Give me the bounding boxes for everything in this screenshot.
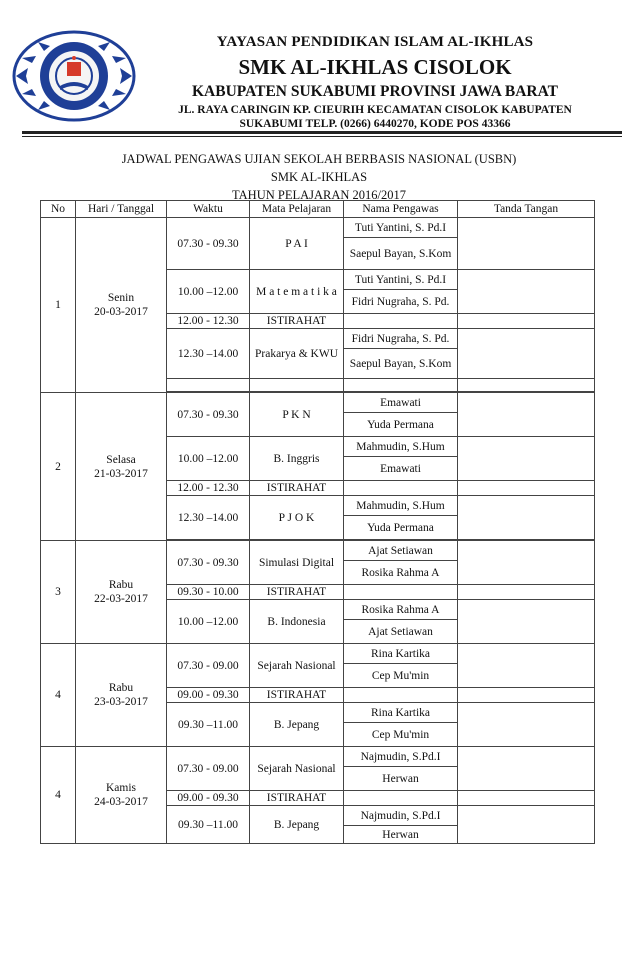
- cell-subject: Simulasi Digital: [250, 541, 344, 585]
- cell-time: 07.30 - 09.30: [167, 393, 250, 437]
- day-date: 22-03-2017: [94, 593, 148, 605]
- cell-supervisor: Yuda Permana: [344, 413, 458, 437]
- cell-supervisor: Najmudin, S.Pd.I: [344, 747, 458, 767]
- document-title: [0, 150, 638, 204]
- cell-day-date: [76, 218, 167, 393]
- foundation-name: YAYASAN PENDIDIKAN ISLAM AL-IKHLAS: [216, 34, 534, 50]
- cell-time: 07.30 - 09.00: [167, 747, 250, 791]
- col-header-no: No: [41, 201, 76, 218]
- cell-supervisor: [344, 481, 458, 496]
- cell-signature: [458, 496, 595, 540]
- cell-supervisor: Rosika Rahma A: [344, 600, 458, 620]
- cell-no: 4: [41, 747, 76, 844]
- table-row: [41, 541, 595, 561]
- cell-supervisor: Saepul Bayan, S.Kom: [344, 238, 458, 270]
- cell-subject: P K N: [250, 393, 344, 437]
- cell-time: 09.30 - 10.00: [167, 585, 250, 600]
- cell-signature: [458, 585, 595, 600]
- cell-time: 07.30 - 09.00: [167, 644, 250, 688]
- cell-time: 12.30 –14.00: [167, 329, 250, 379]
- cell-signature: [458, 393, 595, 437]
- day-name: Senin: [107, 292, 135, 304]
- day-date: 24-03-2017: [94, 796, 148, 808]
- cell-break-label: ISTIRAHAT: [250, 791, 344, 806]
- cell-supervisor: Herwan: [344, 826, 458, 844]
- cell-supervisor: Najmudin, S.Pd.I: [344, 806, 458, 826]
- table-header-row: [41, 201, 595, 218]
- cell-no: 1: [41, 218, 76, 393]
- cell-no: 2: [41, 393, 76, 541]
- header-divider-thick: [22, 131, 622, 134]
- cell-no: 4: [41, 644, 76, 747]
- cell-supervisor: Emawati: [344, 393, 458, 413]
- title-line-3: TAHUN PELAJARAN 2016/2017: [232, 188, 406, 202]
- cell-signature: [458, 600, 595, 644]
- cell-supervisor: Herwan: [344, 767, 458, 791]
- cell-signature: [458, 541, 595, 585]
- day-name: Selasa: [106, 453, 136, 466]
- cell-supervisor: Fidri Nugraha, S. Pd.: [344, 329, 458, 349]
- cell-supervisor: Mahmudin, S.Hum: [344, 437, 458, 457]
- col-header-signature: Tanda Tangan: [458, 201, 595, 218]
- school-logo-icon: [12, 30, 136, 122]
- day-date: 23-03-2017: [94, 696, 148, 708]
- cell-supervisor: Ajat Setiawan: [344, 620, 458, 644]
- cell-break-label: ISTIRAHAT: [250, 481, 344, 496]
- letterhead: [0, 0, 638, 140]
- cell-time: 09.00 - 09.30: [167, 688, 250, 703]
- cell-signature: [458, 481, 595, 496]
- cell-break-label: ISTIRAHAT: [250, 688, 344, 703]
- address-line-2: SUKABUMI TELP. (0266) 6440270, KODE POS 43366: [239, 118, 511, 130]
- cell-day-date: [76, 393, 167, 541]
- cell-signature: [458, 747, 595, 791]
- cell-break-label: ISTIRAHAT: [250, 314, 344, 329]
- cell-time: 09.30 –11.00: [167, 703, 250, 747]
- cell-subject: Sejarah Nasional: [250, 644, 344, 688]
- cell-supervisor: Saepul Bayan, S.Kom: [344, 349, 458, 379]
- cell-supervisor: Emawati: [344, 457, 458, 481]
- cell-supervisor: Rina Kartika: [344, 703, 458, 723]
- regency-line: KABUPATEN SUKABUMI PROVINSI JAWA BARAT: [191, 83, 558, 100]
- cell-day-date: [76, 747, 167, 844]
- cell-supervisor: Cep Mu'min: [344, 723, 458, 747]
- cell-time: 12.00 - 12.30: [167, 481, 250, 496]
- cell-subject: B. Jepang: [250, 703, 344, 747]
- cell-supervisor: [344, 314, 458, 329]
- cell-time: 12.30 –14.00: [167, 496, 250, 540]
- cell-supervisor: Cep Mu'min: [344, 664, 458, 688]
- cell-supervisor: Ajat Setiawan: [344, 541, 458, 561]
- cell-supervisor: [344, 585, 458, 600]
- cell-supervisor: [344, 688, 458, 703]
- cell-subject: B. Jepang: [250, 806, 344, 844]
- title-line-1: JADWAL PENGAWAS UJIAN SEKOLAH BERBASIS NASIONAL (USBN): [121, 152, 517, 166]
- cell-subject: B. Indonesia: [250, 600, 344, 644]
- day-name: Kamis: [105, 782, 137, 794]
- day-date: 21-03-2017: [94, 467, 148, 480]
- cell-time: 10.00 –12.00: [167, 270, 250, 314]
- cell-subject: M a t e m a t i k a: [250, 270, 344, 314]
- cell-subject: Prakarya & KWU: [250, 329, 344, 379]
- day-name: Rabu: [108, 682, 134, 694]
- cell-signature: [458, 688, 595, 703]
- cell-supervisor: [344, 791, 458, 806]
- cell-supervisor: Fidri Nugraha, S. Pd.: [344, 290, 458, 314]
- cell-supervisor: Tuti Yantini, S. Pd.I: [344, 270, 458, 290]
- cell-signature: [458, 270, 595, 314]
- cell-time: 09.30 –11.00: [167, 806, 250, 844]
- day-name: Rabu: [108, 579, 134, 591]
- table-row: [41, 218, 595, 238]
- cell-signature: [458, 703, 595, 747]
- school-name: SMK AL-IKHLAS CISOLOK: [238, 55, 512, 79]
- cell-time: 10.00 –12.00: [167, 600, 250, 644]
- cell-subject: P J O K: [250, 496, 344, 540]
- cell-break-label: ISTIRAHAT: [250, 585, 344, 600]
- cell-time: 10.00 –12.00: [167, 437, 250, 481]
- cell-signature: [458, 644, 595, 688]
- cell-signature: [458, 791, 595, 806]
- cell-signature: [458, 437, 595, 481]
- cell-supervisor: Yuda Permana: [344, 516, 458, 540]
- header-divider-thin: [22, 136, 622, 137]
- cell-time: 09.00 - 09.30: [167, 791, 250, 806]
- table-row: [41, 644, 595, 664]
- title-line-2: SMK AL-IKHLAS: [270, 170, 368, 184]
- cell-supervisor: Rosika Rahma A: [344, 561, 458, 585]
- cell-supervisor: Tuti Yantini, S. Pd.I: [344, 218, 458, 238]
- cell-time: 07.30 - 09.30: [167, 218, 250, 270]
- cell-subject: B. Inggris: [250, 437, 344, 481]
- table-row: [41, 747, 595, 767]
- col-header-supervisor: Nama Pengawas: [344, 201, 458, 218]
- exam-supervisor-table: [40, 200, 595, 844]
- col-header-day-date: Hari / Tanggal: [76, 201, 167, 218]
- cell-signature: [458, 329, 595, 379]
- col-header-time: Waktu: [167, 201, 250, 218]
- cell-signature: [458, 314, 595, 329]
- cell-supervisor: Rina Kartika: [344, 644, 458, 664]
- cell-no: 3: [41, 541, 76, 644]
- cell-time: 07.30 - 09.30: [167, 541, 250, 585]
- cell-subject: P A I: [250, 218, 344, 270]
- cell-subject: Sejarah Nasional: [250, 747, 344, 791]
- day-date: 20-03-2017: [94, 306, 148, 318]
- cell-day-date: [76, 541, 167, 644]
- table-row: [41, 393, 595, 413]
- cell-time: 12.00 - 12.30: [167, 314, 250, 329]
- cell-supervisor: Mahmudin, S.Hum: [344, 496, 458, 516]
- cell-signature: [458, 806, 595, 844]
- cell-signature: [458, 218, 595, 270]
- col-header-subject: Mata Pelajaran: [250, 201, 344, 218]
- address-line-1: JL. RAYA CARINGIN KP. CIEURIH KECAMATAN CISOLOK KABUPATEN: [178, 104, 572, 116]
- cell-day-date: [76, 644, 167, 747]
